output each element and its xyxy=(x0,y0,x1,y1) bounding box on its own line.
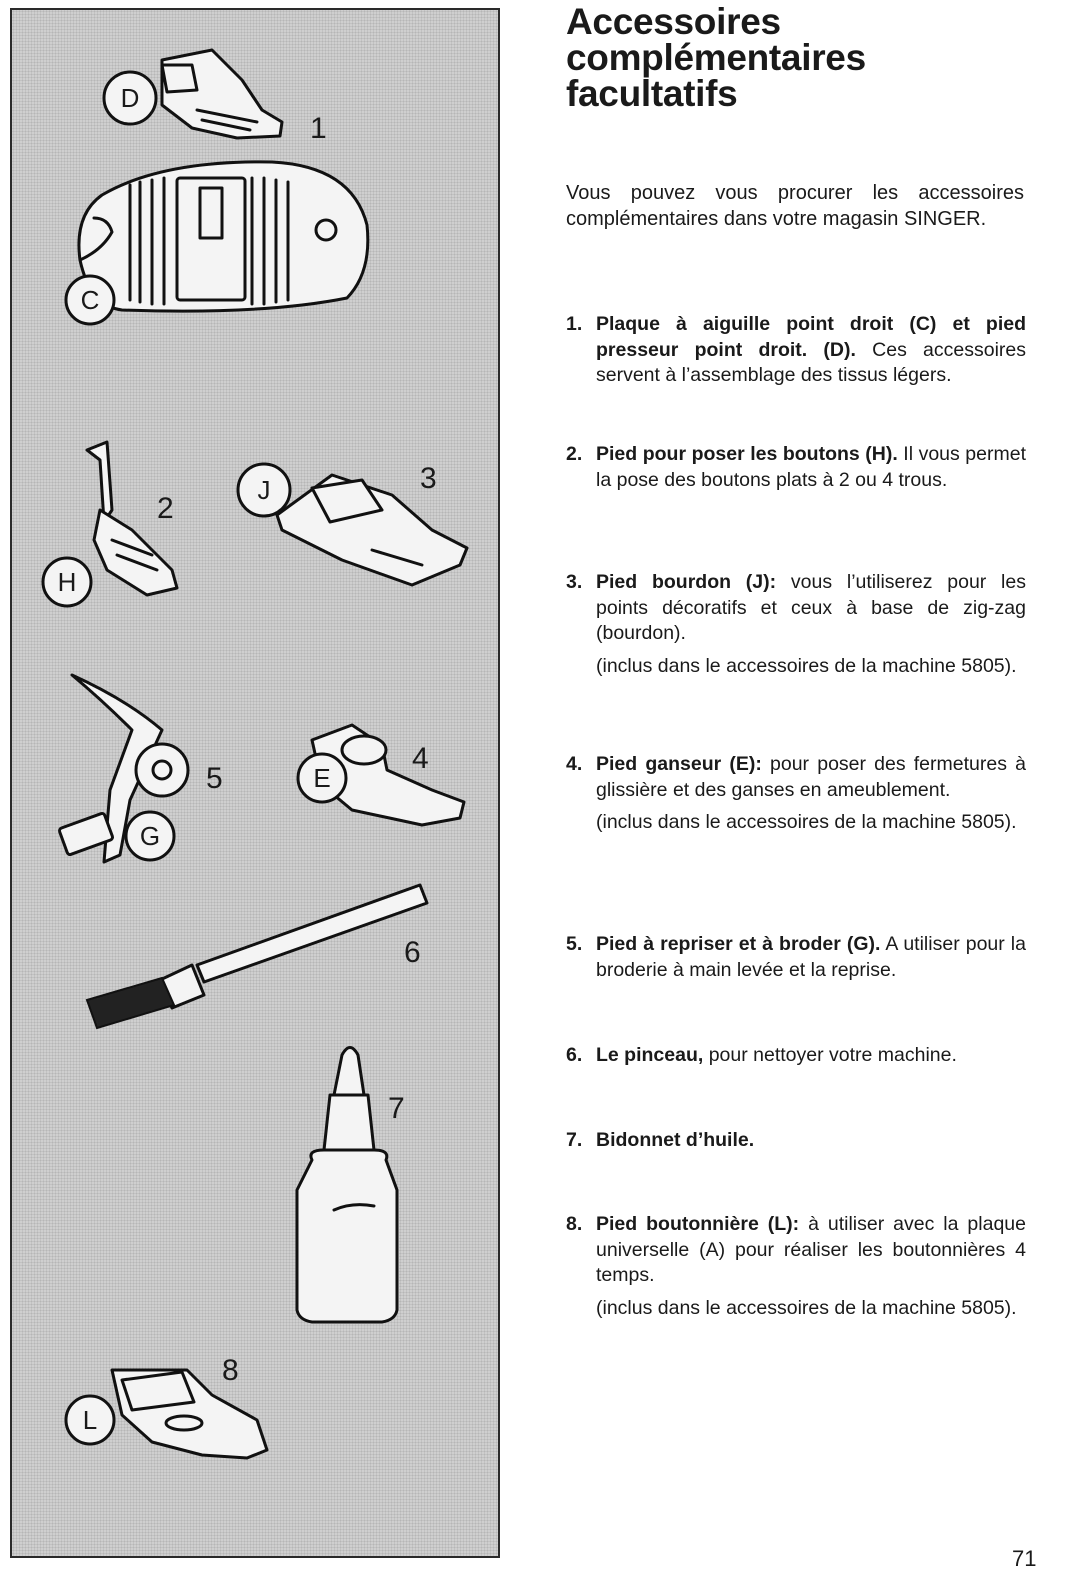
item-lead: Pied bourdon (J): xyxy=(596,571,777,593)
item-lead: Le pinceau, xyxy=(596,1044,704,1066)
item-number: 7. xyxy=(566,1129,583,1151)
needle-plate-drawing xyxy=(66,162,368,324)
figure-number-3: 3 xyxy=(420,462,437,495)
item-text: à utiliser avec la plaque universelle (A) pour réaliser les boutonnières 4 temps. xyxy=(596,1213,1026,1286)
figure-number-8: 8 xyxy=(222,1354,239,1387)
illustration-panel xyxy=(10,8,500,1558)
item-number: 6. xyxy=(566,1044,583,1066)
list-item xyxy=(566,932,1026,983)
brush-drawing xyxy=(87,885,427,1028)
item-text: Il vous permet la pose des boutons plats à 2 ou 4 trous. xyxy=(596,443,1026,491)
title-line-3: facultatifs xyxy=(566,73,738,114)
list-item xyxy=(566,1212,1026,1323)
figure-number-4: 4 xyxy=(412,742,429,775)
item-text: pour poser des fermetures à glissière et des ganses en ameublement. xyxy=(596,753,1026,801)
label-e: E xyxy=(313,763,331,793)
figure-number-5: 5 xyxy=(206,762,223,795)
list-item xyxy=(566,442,1026,493)
item-text: A utiliser pour la broderie à main levée et la reprise. xyxy=(596,933,1026,981)
list-item xyxy=(566,1128,1026,1154)
page-number: 71 xyxy=(1012,1546,1037,1571)
item-text: pour nettoyer votre machine. xyxy=(703,1044,957,1066)
item-number: 2. xyxy=(566,443,583,465)
item-lead: Pied à repriser et à broder (G). xyxy=(596,933,881,955)
label-l: L xyxy=(82,1405,98,1435)
item-lead: Pied ganseur (E): xyxy=(596,753,762,775)
item-number: 8. xyxy=(566,1213,583,1235)
list-item xyxy=(566,752,1026,837)
list-item xyxy=(566,1043,1026,1069)
label-h: H xyxy=(57,567,77,597)
item-note: (inclus dans le accessoires de la machine 5805). xyxy=(596,811,1017,833)
item-lead: Bidonnet d’huile. xyxy=(596,1129,755,1151)
list-item xyxy=(566,570,1026,681)
item-number: 3. xyxy=(566,571,583,593)
item-note: (inclus dans le accessoires de la machine 5805). xyxy=(596,1296,1017,1319)
figure-number-1: 1 xyxy=(310,112,327,145)
label-g: G xyxy=(139,821,161,851)
label-j: J xyxy=(257,475,271,505)
title-line-1: Accessoires xyxy=(566,1,781,42)
item-text: vous l’utiliserez pour les points décoratifs et ceux à base de zig-zag (bourdon). xyxy=(596,571,1026,644)
item-note: (inclus dans le accessoires de la machine 5805). xyxy=(596,654,1017,677)
item-number: 1. xyxy=(566,313,583,335)
item-lead: Plaque à aiguille point droit (C) et pied presseur point droit. (D). xyxy=(596,313,1026,361)
item-text: Ces accessoires servent à l’assemblage des tissus légers. xyxy=(596,338,1026,386)
intro-paragraph: Vous pouvez vous procurer les accessoires complémentaires dans votre magasin SINGER. xyxy=(566,182,1024,230)
figure-number-2: 2 xyxy=(157,492,174,525)
figure-number-7: 7 xyxy=(388,1092,405,1125)
oil-bottle-drawing xyxy=(297,1048,397,1323)
darning-foot-drawing xyxy=(59,675,188,862)
item-number: 4. xyxy=(566,753,583,775)
item-lead: Pied boutonnière (L): xyxy=(596,1213,800,1235)
accessories-illustration xyxy=(12,10,502,1560)
label-c: C xyxy=(80,285,100,315)
title-line-2: complémentaires xyxy=(566,37,866,78)
figure-number-6: 6 xyxy=(404,936,421,969)
label-d: D xyxy=(120,83,140,113)
list-item xyxy=(566,312,1026,389)
item-lead: Pied pour poser les boutons (H). xyxy=(596,443,898,465)
item-number: 5. xyxy=(566,933,583,955)
page-title xyxy=(566,1,1046,114)
